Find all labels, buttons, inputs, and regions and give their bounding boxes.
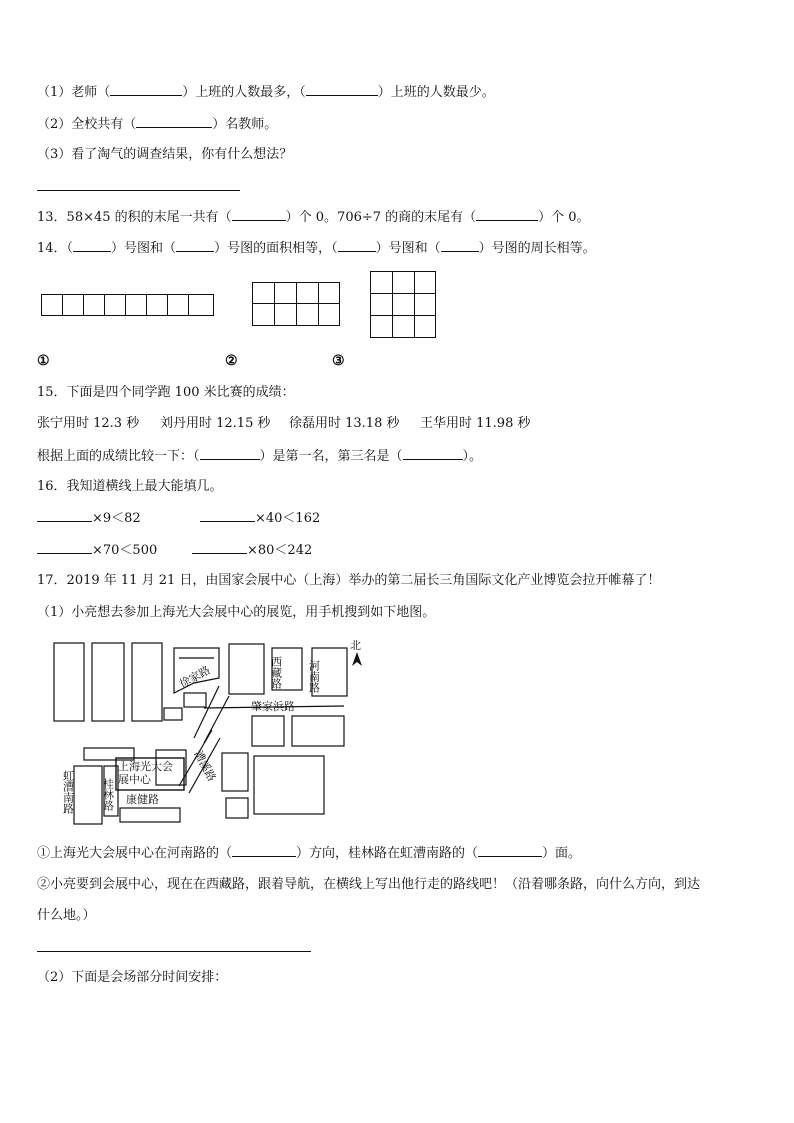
- blank-q16-3[interactable]: [37, 541, 92, 554]
- q17-route-answer-line[interactable]: [37, 951, 311, 952]
- label-henan-road: 河南路: [307, 660, 321, 693]
- blank-zeros-quotient[interactable]: [476, 208, 538, 221]
- result-xulei: 徐磊用时 13.18 秒: [289, 416, 400, 431]
- blank-direction-center[interactable]: [232, 844, 296, 857]
- blank-zeros-product[interactable]: [232, 208, 286, 221]
- q14: 14．（ ）号图和（ ）号图的面积相等，（ ）号图和（ ）号图的周长相等。: [37, 241, 596, 256]
- label-caoxi-road: 漕溪路: [191, 748, 219, 784]
- q16-item-4: ×80＜242: [192, 541, 312, 560]
- q17-sub2-line1: ②小亮要到会展中心，现在在西藏路，跟着导航，在横线上写出他行走的路线吧！（沿着哪条路，向什么方向，到达: [37, 877, 701, 892]
- label-guilin-road: 桂林路: [101, 778, 115, 811]
- q16-item-1: ×9＜82: [37, 509, 141, 528]
- north-label: 北: [350, 639, 361, 652]
- q13: 13．58×45 的积的末尾一共有（ ）个 0。706÷7 的商的末尾有（ ）个 0。: [37, 210, 590, 225]
- blank-perimeter-1[interactable]: [338, 239, 376, 252]
- blank-least-time[interactable]: [306, 83, 378, 96]
- location-map: [44, 638, 384, 828]
- label-kangjian-road: 康健路: [126, 793, 159, 806]
- q16-title: 16．我知道横线上最大能填几。: [37, 479, 223, 494]
- blank-third-place[interactable]: [403, 447, 463, 460]
- q16-item-2: ×40＜162: [200, 509, 320, 528]
- blank-q16-1[interactable]: [37, 509, 92, 522]
- q12-part3: （3）看了淘气的调查结果，你有什么想法？: [37, 147, 293, 162]
- blank-first-place[interactable]: [200, 447, 260, 460]
- result-liudan: 刘丹用时 12.15 秒: [160, 416, 271, 431]
- blank-area-2[interactable]: [176, 239, 214, 252]
- q12-answer-line[interactable]: [37, 190, 240, 191]
- q17-part1: （1）小亮想去参加上海光大会展中心的展览，用手机搜到如下地图。: [37, 605, 436, 620]
- q17-sub1: ①上海光大会展中心在河南路的（ ）方向，桂林路在虹漕南路的（ ）面。: [37, 846, 582, 861]
- blank-q16-2[interactable]: [200, 509, 255, 522]
- result-wanghua: 王华用时 11.98 秒: [420, 416, 531, 431]
- label-xizang-road: 西藏路: [269, 656, 283, 689]
- blank-perimeter-2[interactable]: [441, 239, 479, 252]
- blank-direction-guilin[interactable]: [478, 844, 542, 857]
- figure-label-2: ②: [225, 353, 238, 369]
- figure-label-3: ③: [332, 353, 345, 369]
- label-exhibition-center: 上海光大会展中心: [118, 760, 173, 786]
- blank-area-1[interactable]: [73, 239, 111, 252]
- q15-title: 15．下面是四个同学跑 100 米比赛的成绩：: [37, 385, 295, 400]
- blank-most-time[interactable]: [110, 83, 182, 96]
- q17-sub2-line2: 什么地。）: [37, 908, 96, 923]
- label-xujia-road: 徐家路: [177, 663, 213, 691]
- result-zhangning: 张宁用时 12.3 秒: [37, 416, 140, 431]
- label-hongcao-road: 虹漕南路: [61, 770, 75, 814]
- blank-teacher-count[interactable]: [136, 115, 212, 128]
- figure-label-1: ①: [37, 353, 50, 369]
- q15-question: 根据上面的成绩比较一下：（ ）是第一名，第三名是（ ）。: [37, 449, 483, 464]
- label-caojiabang-road: 肇家浜路: [251, 700, 295, 713]
- q12-part2: （2）全校共有（ ）名教师。: [37, 117, 278, 132]
- blank-q16-4[interactable]: [192, 541, 247, 554]
- q16-item-3: ×70＜500: [37, 541, 157, 560]
- q17-part2: （2）下面是会场部分时间安排：: [37, 970, 228, 985]
- q12-part1: （1）老师（ ）上班的人数最多，（ ）上班的人数最少。: [37, 85, 495, 100]
- q17-title: 17．2019 年 11 月 21 日，由国家会展中心（上海）举办的第二届长三角国际文化产业博览会拉开帷幕了！: [37, 573, 661, 588]
